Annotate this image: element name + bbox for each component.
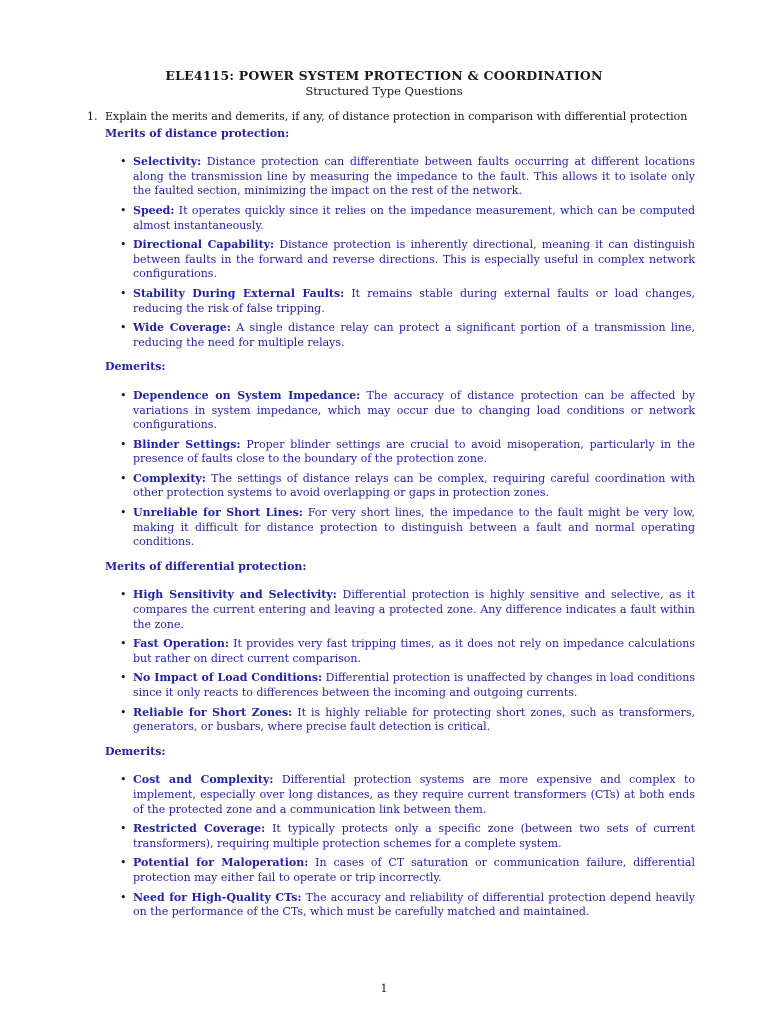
bullet-icon: • [120, 471, 127, 485]
list-item [120, 238, 695, 282]
item-term: Selectivity: [133, 155, 202, 169]
bullet-icon: • [120, 822, 127, 836]
bullet-icon: • [120, 286, 127, 300]
list-item [120, 471, 695, 501]
item-term: Potential for Maloperation: [133, 856, 309, 870]
bullet-icon: • [120, 705, 127, 719]
bullet-icon: • [120, 321, 127, 335]
section-heading: Demerits: [105, 744, 166, 758]
item-term: Stability During External Faults: [133, 286, 345, 300]
item-term: Blinder Settings: [133, 437, 241, 451]
item-term: Dependence on System Impedance: [133, 388, 361, 402]
bullet-list [105, 588, 695, 734]
bullet-icon: • [120, 506, 127, 520]
item-description: It provides very fast tripping times, as it does not rely on impedance calculations but rather on direct current comparison. [133, 637, 695, 665]
page-number: 1 [380, 982, 388, 995]
item-description: Proper blinder settings are crucial to avoid misoperation, particularly in the presence of faults close to the boundary of the protection zone. [133, 437, 695, 466]
list-item [120, 437, 695, 467]
document-subtitle: Structured Type Questions [305, 84, 463, 98]
list-item [120, 705, 695, 735]
item-description: The accuracy of distance protection can be affected by variations in system impedance, which may occur due to changing load conditions or network configurations. [133, 388, 695, 432]
question-number: 1. [87, 110, 98, 123]
document-title: ELE4115: POWER SYSTEM PROTECTION & COORDINATION [165, 68, 603, 83]
list-item [120, 321, 695, 350]
item-description: It remains stable during external faults or load changes, reducing the risk of false tripping. [133, 286, 695, 315]
bullet-icon: • [120, 238, 127, 252]
list-item [120, 773, 696, 817]
item-term: Complexity: [133, 471, 206, 485]
list-item [120, 671, 696, 700]
item-description: It is highly reliable for protecting short zones, such as transformers, generators, or busbars, where precise fault detection is critical. [133, 705, 695, 734]
list-item [120, 822, 695, 851]
item-term: Unreliable for Short Lines: [133, 506, 303, 520]
document-content [87, 110, 696, 925]
question-1 [87, 110, 695, 125]
bullet-list [105, 389, 695, 550]
item-description: In cases of CT saturation or communication failure, differential protection may either fail to operate or trip incorrectly. [133, 856, 695, 884]
list-item [120, 856, 695, 885]
item-term: Reliable for Short Zones: [133, 705, 293, 719]
item-description: Distance protection is inherently directional, meaning it can distinguish between faults in the forward and reverse directions. This is especially useful in complex network configurations. [133, 238, 695, 281]
item-term: No Impact of Load Conditions: [133, 671, 323, 685]
answer-sections [105, 127, 695, 920]
item-description: It typically protects only a specific zone (between two sets of current transformers), requiring multiple protection schemes for a complete system. [133, 822, 695, 850]
list-item [120, 388, 695, 433]
question-text: Explain the merits and demerits, if any, of distance protection in comparison with differential protection [105, 110, 688, 123]
bullet-list [105, 773, 695, 919]
list-item [120, 588, 695, 632]
list-item [120, 286, 695, 316]
list-item [120, 637, 695, 666]
item-description: It operates quickly since it relies on the impedance measurement, which can be computed almost instantaneously. [133, 203, 695, 232]
bullet-icon: • [120, 388, 127, 402]
list-item [120, 155, 695, 199]
item-description: The settings of distance relays can be complex, requiring careful coordination with other protection systems to avoid overlapping or gaps in protection zones. [133, 471, 695, 500]
bullet-icon: • [120, 203, 127, 217]
list-item [120, 203, 695, 233]
item-term: Wide Coverage: [133, 321, 231, 335]
bullet-icon: • [120, 890, 127, 904]
section-heading: Merits of differential protection: [105, 559, 307, 573]
item-description: Differential protection is highly sensitive and selective, as it compares the current entering and leaving a protected zone. Any difference indicates a fault within the zone. [133, 588, 695, 631]
item-term: Cost and Complexity: [133, 773, 274, 787]
bullet-icon: • [120, 671, 127, 685]
bullet-icon: • [120, 437, 127, 451]
section-heading: Demerits: [105, 360, 166, 374]
item-term: Directional Capability: [133, 238, 275, 252]
item-description: A single distance relay can protect a significant portion of a transmission line, reducing the need for multiple relays. [133, 321, 695, 349]
list-item [120, 890, 695, 920]
item-term: High Sensitivity and Selectivity: [133, 588, 337, 602]
item-description: Distance protection can differentiate between faults occurring at different locations along the transmission line by measuring the impedance to the fault. This allows it to isolate only the faulted section, minimizing the impact on the rest of the network. [133, 155, 695, 198]
item-term: Need for High-Quality CTs: [133, 890, 302, 904]
item-description: The accuracy and reliability of differential protection depend heavily on the performance of the CTs, which must be carefully matched and maintained. [133, 890, 695, 919]
bullet-icon: • [120, 588, 127, 602]
bullet-icon: • [120, 856, 127, 870]
item-term: Restricted Coverage: [133, 822, 266, 836]
list-item [120, 506, 695, 550]
bullet-list [105, 155, 695, 350]
item-description: For very short lines, the impedance to the fault might be very low, making it difficult for distance protection to distinguish between a fault and normal operating conditions. [133, 506, 695, 549]
bullet-icon: • [120, 773, 127, 787]
bullet-icon: • [120, 637, 127, 651]
section-heading: Merits of distance protection: [105, 126, 290, 140]
item-description: Differential protection is unaffected by changes in load conditions since it only reacts to differences between the incoming and outgoing currents. [133, 671, 696, 699]
item-term: Fast Operation: [133, 637, 229, 651]
bullet-icon: • [120, 155, 127, 169]
item-term: Speed: [133, 203, 175, 217]
item-description: Differential protection systems are more expensive and complex to implement, especially over long distances, as they require current transformers (CTs) at both ends of the protected zone and a communication link between them. [133, 773, 696, 816]
